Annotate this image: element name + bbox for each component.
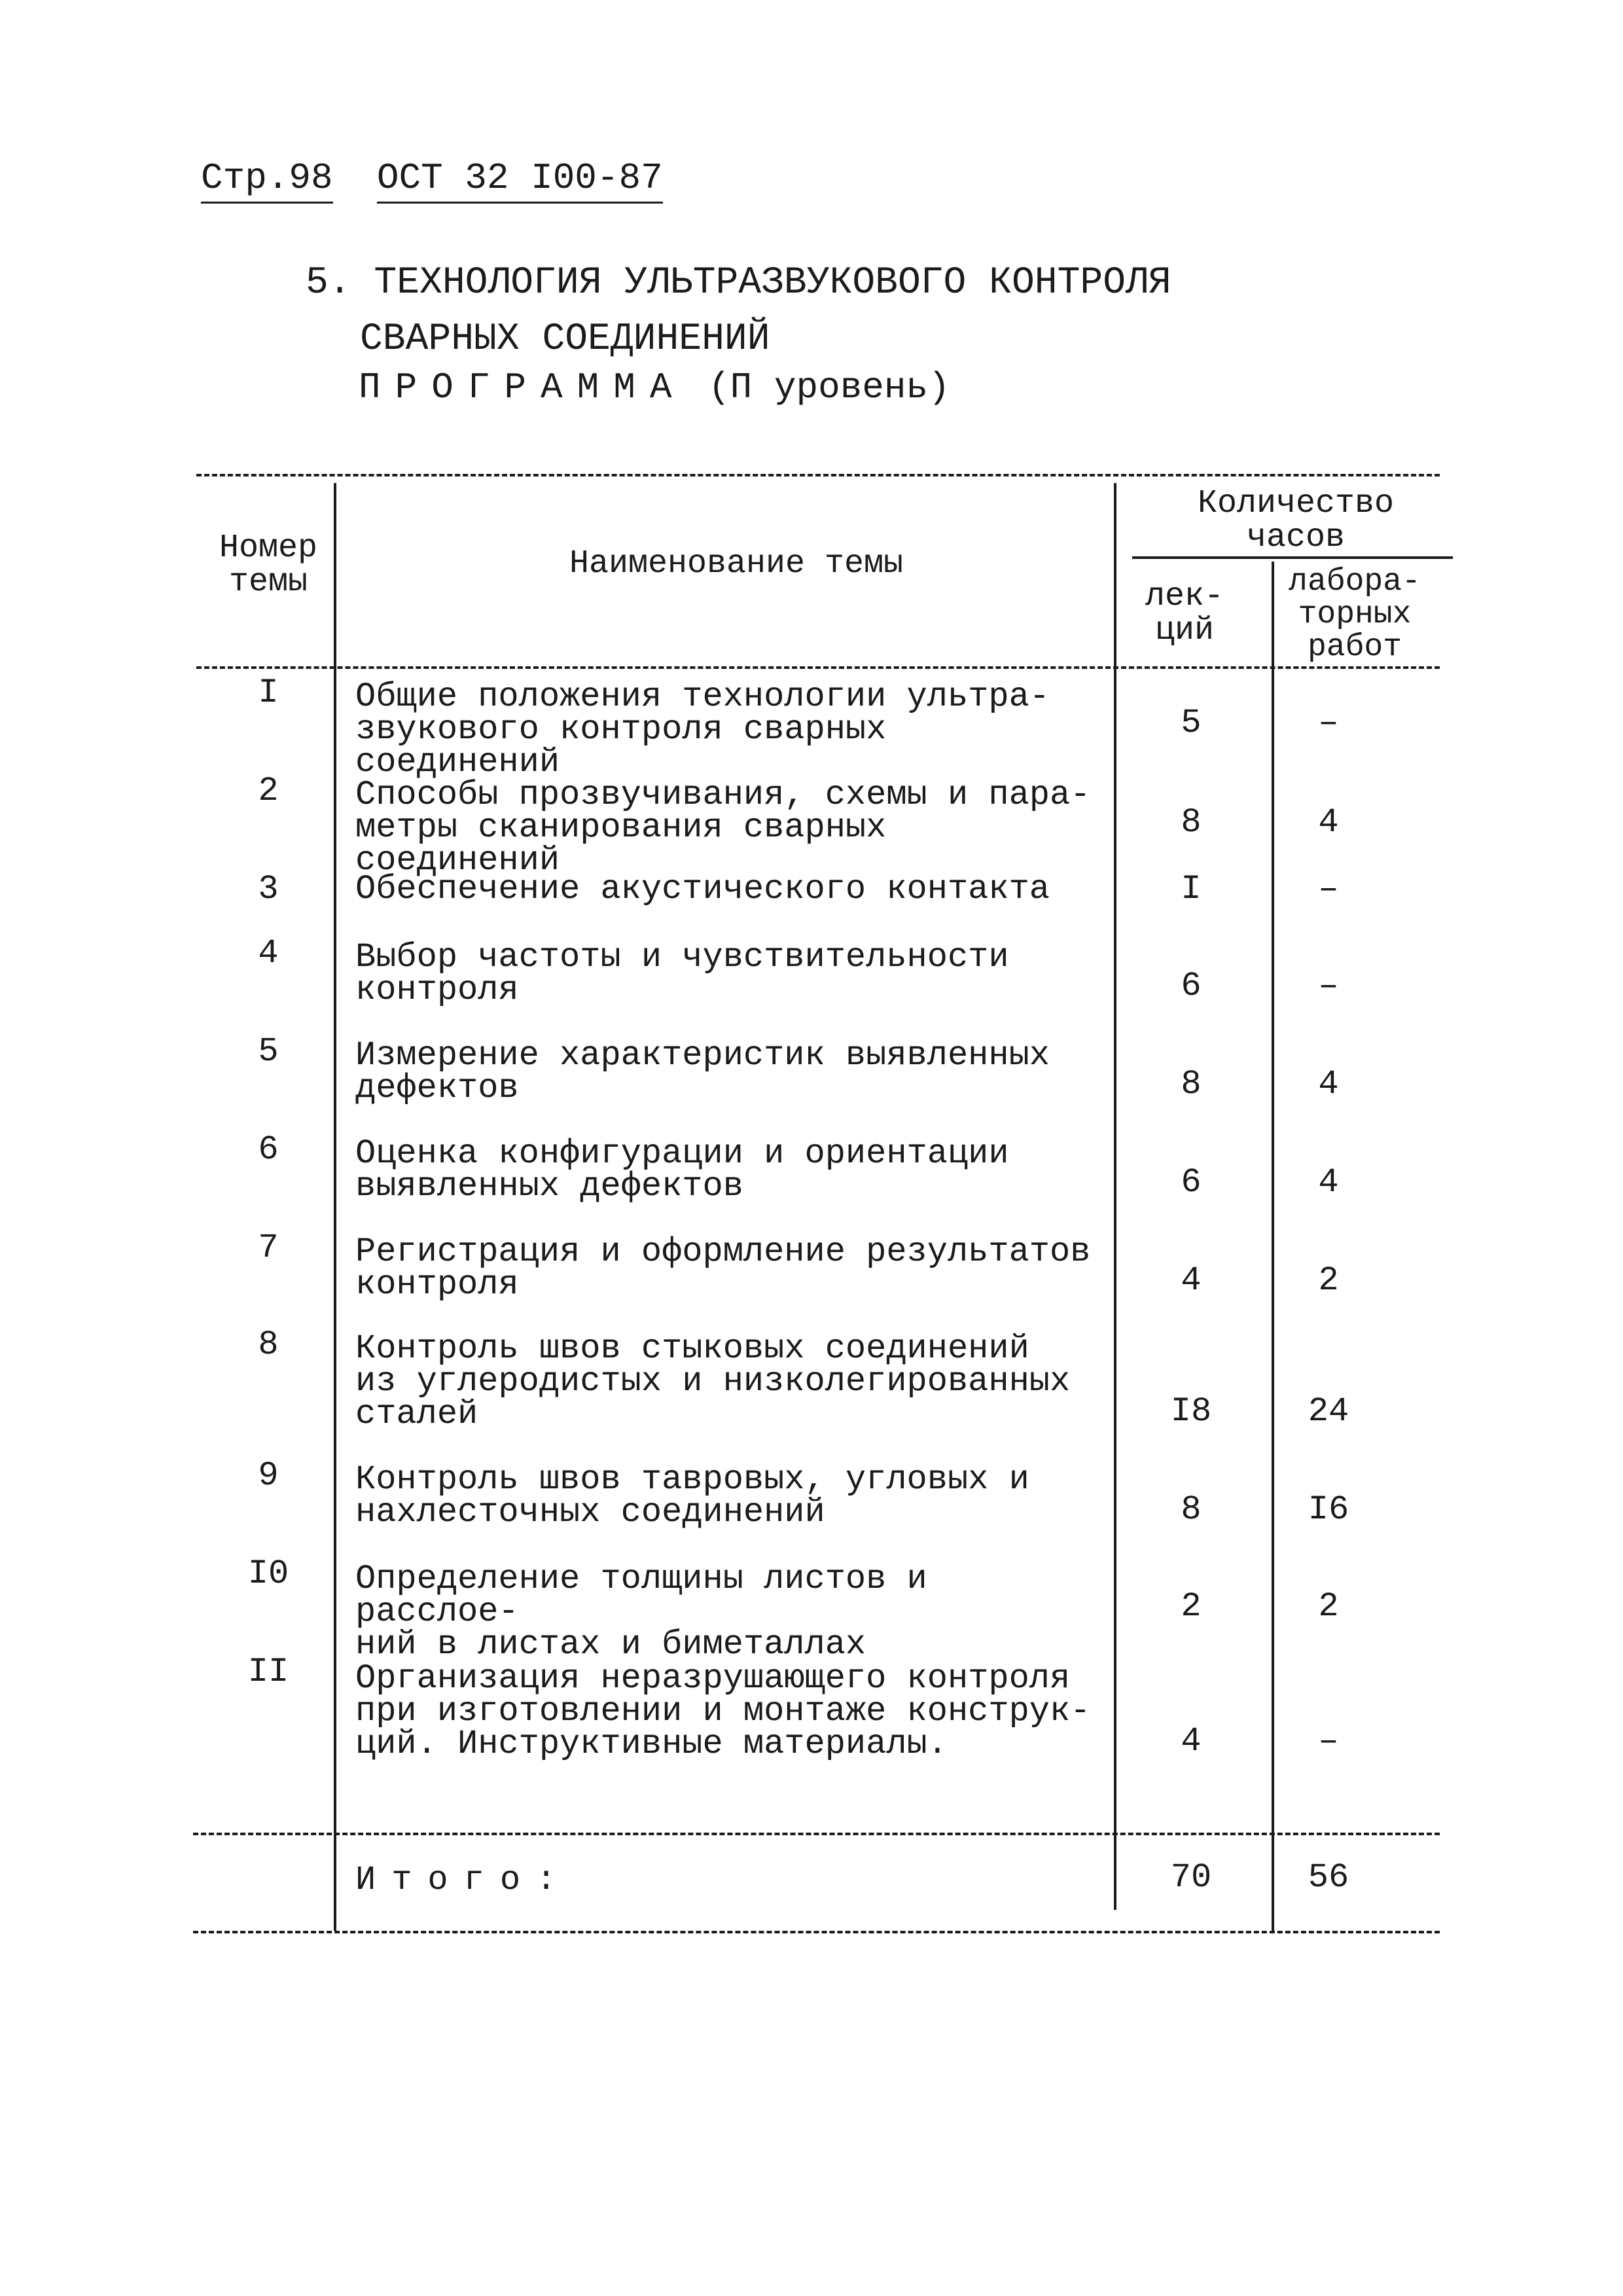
row-labs: 24 (1308, 1392, 1349, 1431)
row-labs: – (1318, 704, 1339, 742)
row-name: Общие положения технологии ультра- звукового контроля сварных соединений (355, 677, 1050, 781)
row-name: Измерение характеристик выявленных дефектов (355, 1036, 1050, 1107)
hours-subheader-rule (1132, 556, 1453, 559)
row-labs: 2 (1318, 1587, 1339, 1626)
row-labs: 2 (1318, 1261, 1339, 1300)
section-title (306, 255, 1171, 368)
standard-code: ОСТ 32 I00-87 (377, 157, 663, 204)
row-name: Организация неразрушающего контроля при изготовлении и монтаже конструк- ций. Инструктивные материалы. (355, 1659, 1091, 1763)
program-level: (П уровень) (708, 367, 950, 408)
header-bottom-rule (196, 666, 1440, 669)
program-subtitle (359, 367, 950, 408)
header-labs: лабора-торных работ (1289, 564, 1421, 665)
row-labs: – (1318, 1722, 1339, 1761)
row-number: II (247, 1653, 289, 1691)
row-name: Обеспечение акустического контакта (355, 870, 1050, 908)
total-lectures: 70 (1170, 1858, 1212, 1897)
page-header (201, 157, 663, 204)
row-number: I (258, 673, 279, 712)
row-name: Контроль швов тавровых, угловых и нахлесточных соединений (355, 1460, 1029, 1532)
row-lectures: 6 (1181, 967, 1202, 1005)
row-lectures: 6 (1181, 1163, 1202, 1202)
row-labs: I6 (1308, 1490, 1349, 1529)
header-lectures: лек-ций (1145, 578, 1224, 649)
section-title-line-1: 5. ТЕХНОЛОГИЯ УЛЬТРАЗВУКОВОГО КОНТРОЛЯ (306, 262, 1171, 304)
total-top-rule (193, 1833, 1440, 1835)
row-name: Регистрация и оформление результатов контроля (355, 1232, 1091, 1304)
row-lectures: 5 (1181, 704, 1202, 742)
row-lectures: 8 (1181, 1490, 1202, 1529)
table-bottom-rule (193, 1931, 1440, 1933)
row-name: Оценка конфигурации и ориентации выявленных дефектов (355, 1134, 1009, 1206)
row-number: 8 (258, 1325, 279, 1364)
row-number: 5 (258, 1032, 279, 1071)
section-title-line-2: СВАРНЫХ СОЕДИНЕНИЙ (360, 318, 770, 361)
program-word: ПРОГРАММА (359, 367, 687, 408)
row-name: Выбор частоты и чувствительности контроля (355, 938, 1009, 1009)
total-label: Итого: (355, 1861, 573, 1899)
row-number: 2 (258, 772, 279, 810)
row-labs: 4 (1318, 1065, 1339, 1103)
row-number: I0 (247, 1554, 289, 1593)
header-number: Номер темы (219, 529, 318, 601)
row-lectures: 2 (1181, 1587, 1202, 1626)
page-number: Стр.98 (201, 157, 333, 204)
col-divider-2 (1114, 483, 1116, 1910)
row-labs: – (1318, 870, 1339, 908)
header-hours: Количество часов (1197, 485, 1395, 556)
row-name: Контроль швов стыковых соединений из углеродистых и низколегированных сталей (355, 1329, 1071, 1433)
row-number: 6 (258, 1130, 279, 1169)
row-number: 3 (258, 870, 279, 908)
row-labs: – (1318, 967, 1339, 1005)
row-lectures: 8 (1181, 1065, 1202, 1103)
table-top-rule (196, 474, 1440, 476)
col-divider-3 (1272, 562, 1274, 1931)
row-number: 9 (258, 1456, 279, 1495)
header-name: Наименование темы (569, 545, 904, 583)
row-labs: 4 (1318, 1163, 1339, 1202)
row-lectures: 4 (1181, 1722, 1202, 1761)
row-number: 4 (258, 934, 279, 973)
col-divider-1 (334, 483, 336, 1931)
row-name: Способы прозвучивания, схемы и пара- метры сканирования сварных соединений (355, 776, 1091, 880)
row-labs: 4 (1318, 803, 1339, 842)
row-number: 7 (258, 1229, 279, 1267)
row-name: Определение толщины листов и расслое- ний в листах и биметаллах (355, 1560, 927, 1664)
row-lectures: I8 (1170, 1392, 1212, 1431)
row-lectures: 8 (1181, 803, 1202, 842)
row-lectures: 4 (1181, 1261, 1202, 1300)
total-labs: 56 (1308, 1858, 1349, 1897)
row-lectures: I (1181, 870, 1202, 908)
